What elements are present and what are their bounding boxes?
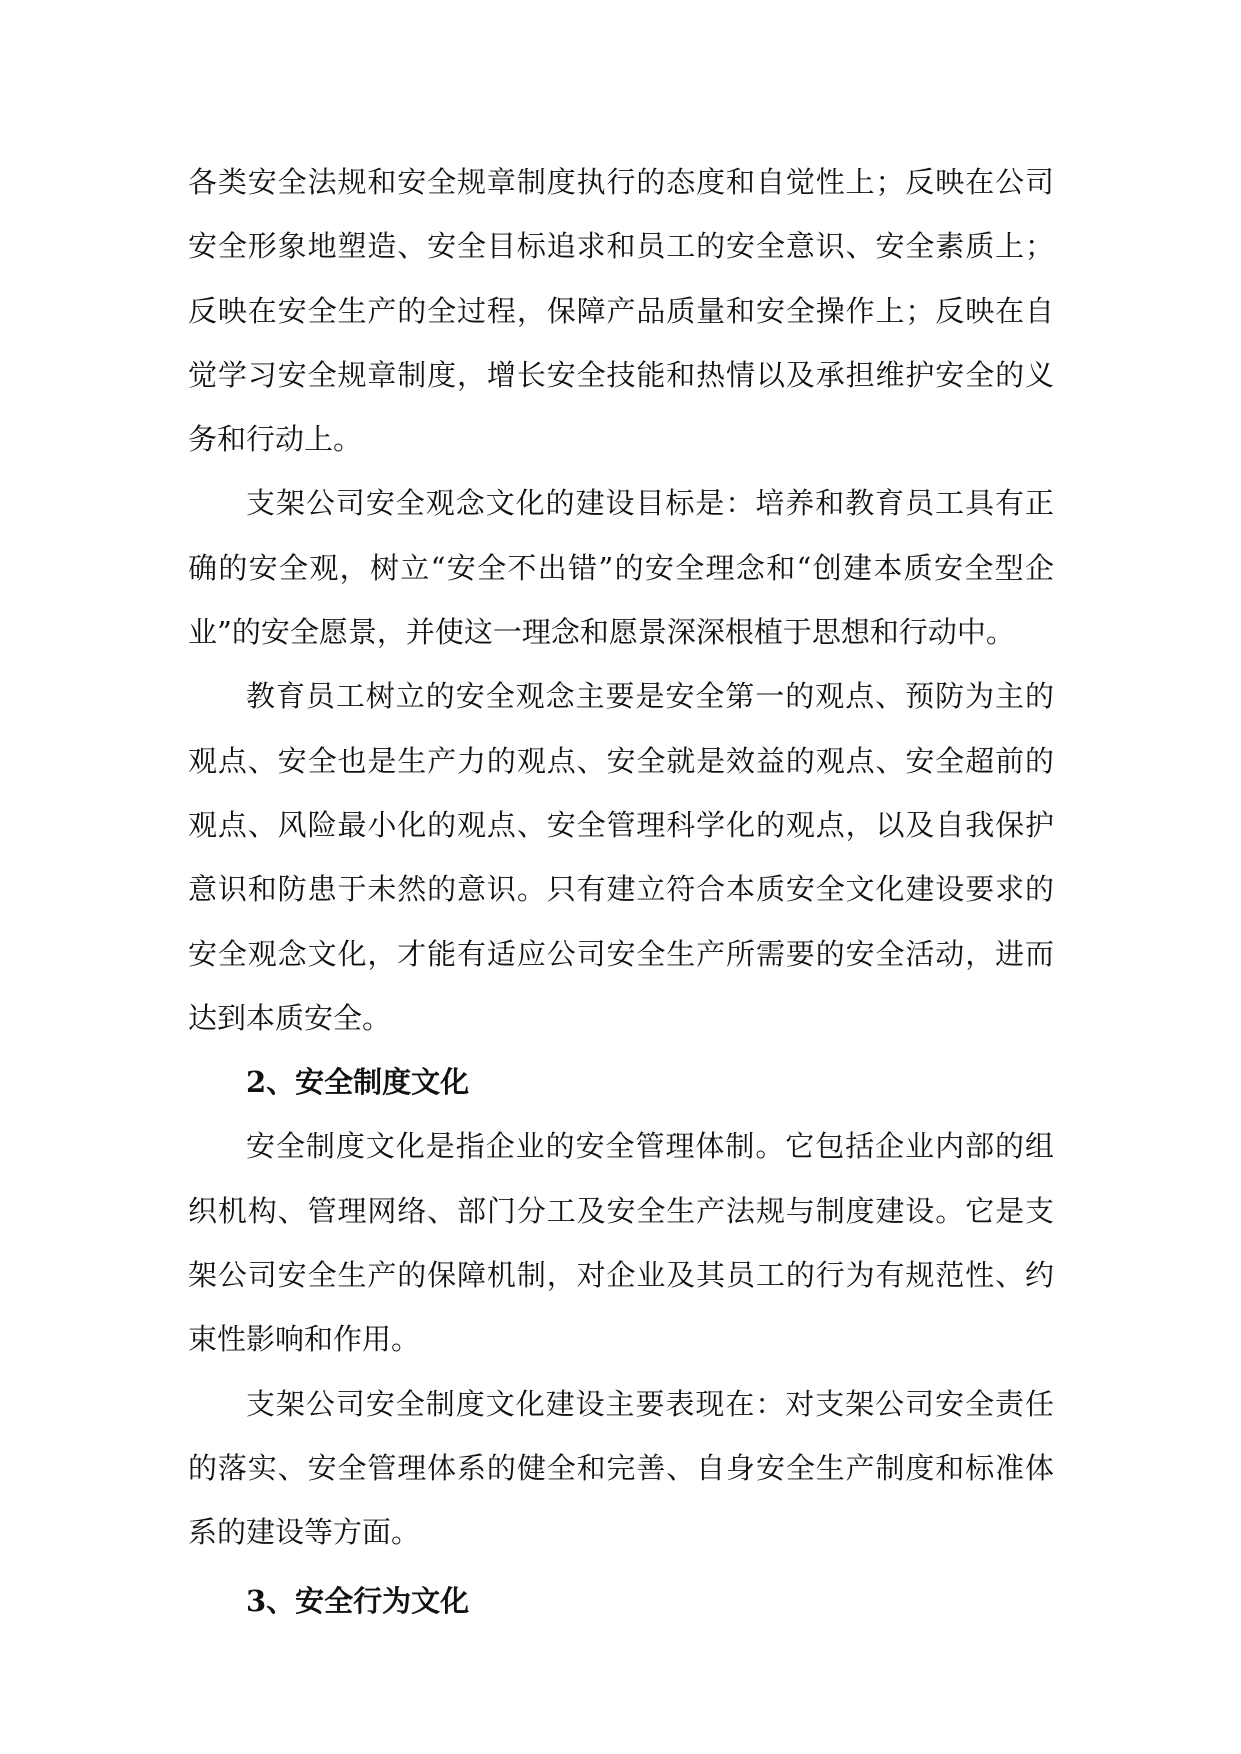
paragraph-institution-definition: 安全制度文化是指企业的安全管理体制。它包括企业内部的组织机构、管理网络、部门分工及安全生产法规与制度建设。它是支架公司安全生产的保障机制，对企业及其员工的行为有规范性、约束性影响和作用。 [188,1129,1054,1357]
document-body [188,150,1054,1633]
paragraph-continuation: 各类安全法规和安全规章制度执行的态度和自觉性上；反映在公司安全形象地塑造、安全目标追求和员工的安全意识、安全素质上；反映在安全生产的全过程，保障产品质量和安全操作上；反映在自觉学习安全规章制度，增长安全技能和热情以及承担维护安全的义务和行动上。 [188,165,1054,457]
paragraph-concept-education: 教育员工树立的安全观念主要是安全第一的观点、预防为主的观点、安全也是生产力的观点、安全就是效益的观点、安全超前的观点、风险最小化的观点、安全管理科学化的观点，以及自我保护意识和防患于未然的意识。只有建立符合本质安全文化建设要求的安全观念文化，才能有适应公司安全生产所需要的安全活动，进而达到本质安全。 [188,679,1054,1035]
paragraph-concept-goal: 支架公司安全观念文化的建设目标是：培养和教育员工具有正确的安全观，树立“安全不出错”的安全理念和“创建本质安全型企业”的安全愿景，并使这一理念和愿景深深根植于思想和行动中。 [188,486,1054,650]
section-heading-behavior: 3、安全行为文化 [246,1583,470,1618]
section-heading-institution: 2、安全制度文化 [246,1065,470,1100]
paragraph-institution-construction: 支架公司安全制度文化建设主要表现在：对支架公司安全责任的落实、安全管理体系的健全和完善、自身安全生产制度和标准体系的建设等方面。 [188,1386,1054,1550]
